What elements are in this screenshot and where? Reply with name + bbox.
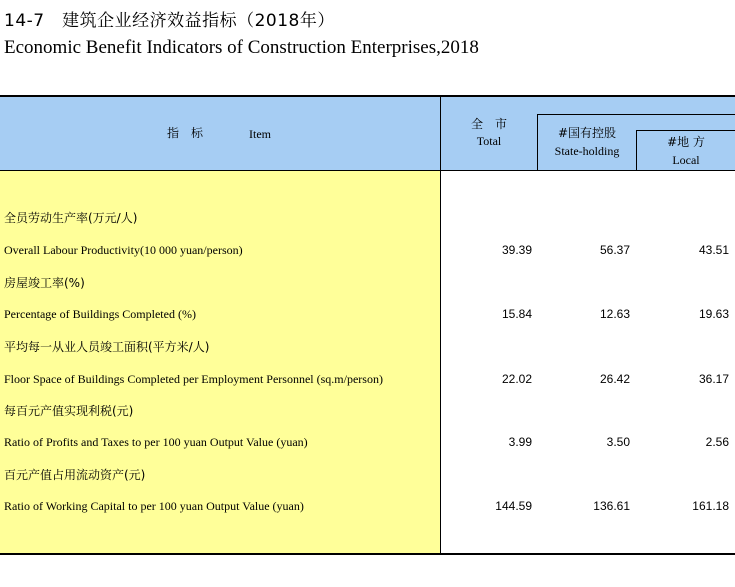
header-item-chinese: 指 标 bbox=[166, 126, 203, 140]
row-value-total: 15.84 bbox=[501, 307, 532, 321]
top-rule bbox=[0, 95, 735, 97]
row-label-chinese: 全员劳动生产率(万元/人) bbox=[4, 211, 138, 225]
indicator-table bbox=[0, 95, 735, 555]
row-value-state-holding: 3.50 bbox=[606, 435, 630, 449]
bottom-rule bbox=[0, 553, 735, 555]
row-label-chinese: 每百元产值实现利税(元) bbox=[4, 404, 134, 418]
row-label-chinese: 百元产值占用流动资产(元) bbox=[4, 468, 146, 482]
row-label-chinese: 平均每一从业人员竣工面积(平方米/人) bbox=[4, 340, 210, 354]
header-state-holding-english: State-holding bbox=[554, 144, 620, 158]
table-title-english: Economic Benefit Indicators of Construction Enterprises,2018 bbox=[4, 37, 479, 58]
row-label-english: Overall Labour Productivity(10 000 yuan/person) bbox=[4, 243, 243, 257]
row-value-local: 43.51 bbox=[698, 243, 729, 257]
row-value-local: 161.18 bbox=[692, 499, 729, 513]
row-value-local: 36.17 bbox=[698, 372, 729, 386]
table-title-chinese: 14-7 建筑企业经济效益指标（2018年） bbox=[4, 11, 335, 31]
stub-column-background bbox=[0, 170, 440, 553]
header-bottom-rule bbox=[0, 170, 735, 171]
row-value-local: 19.63 bbox=[698, 307, 729, 321]
header-item-english: Item bbox=[249, 127, 271, 141]
row-label-english: Floor Space of Buildings Completed per Employment Personnel (sq.m/person) bbox=[4, 372, 383, 386]
stub-divider bbox=[440, 97, 441, 553]
header-state-holding-chinese: #国有控股 bbox=[557, 126, 617, 140]
header-local-english: Local bbox=[672, 153, 700, 167]
row-value-local: 2.56 bbox=[705, 435, 729, 449]
row-label-english: Ratio of Working Capital to per 100 yuan Output Value (yuan) bbox=[4, 499, 304, 513]
row-value-state-holding: 12.63 bbox=[599, 307, 630, 321]
row-label-chinese: 房屋竣工率(%) bbox=[4, 276, 85, 290]
local-top-rule bbox=[636, 130, 735, 131]
header-total-chinese: 全 市 bbox=[470, 117, 507, 131]
row-value-total: 144.59 bbox=[495, 499, 532, 513]
row-value-total: 22.02 bbox=[501, 372, 532, 386]
row-label-english: Percentage of Buildings Completed (%) bbox=[4, 307, 196, 321]
header-local-chinese: #地 方 bbox=[667, 135, 705, 149]
row-value-state-holding: 56.37 bbox=[599, 243, 630, 257]
row-value-total: 3.99 bbox=[508, 435, 532, 449]
row-value-state-holding: 136.61 bbox=[593, 499, 630, 513]
row-label-english: Ratio of Profits and Taxes to per 100 yuan Output Value (yuan) bbox=[4, 435, 308, 449]
state-holding-top-rule bbox=[537, 114, 735, 115]
row-value-total: 39.39 bbox=[501, 243, 532, 257]
header-total-english: Total bbox=[476, 134, 502, 148]
state-holding-left-rule bbox=[537, 114, 538, 170]
row-value-state-holding: 26.42 bbox=[599, 372, 630, 386]
